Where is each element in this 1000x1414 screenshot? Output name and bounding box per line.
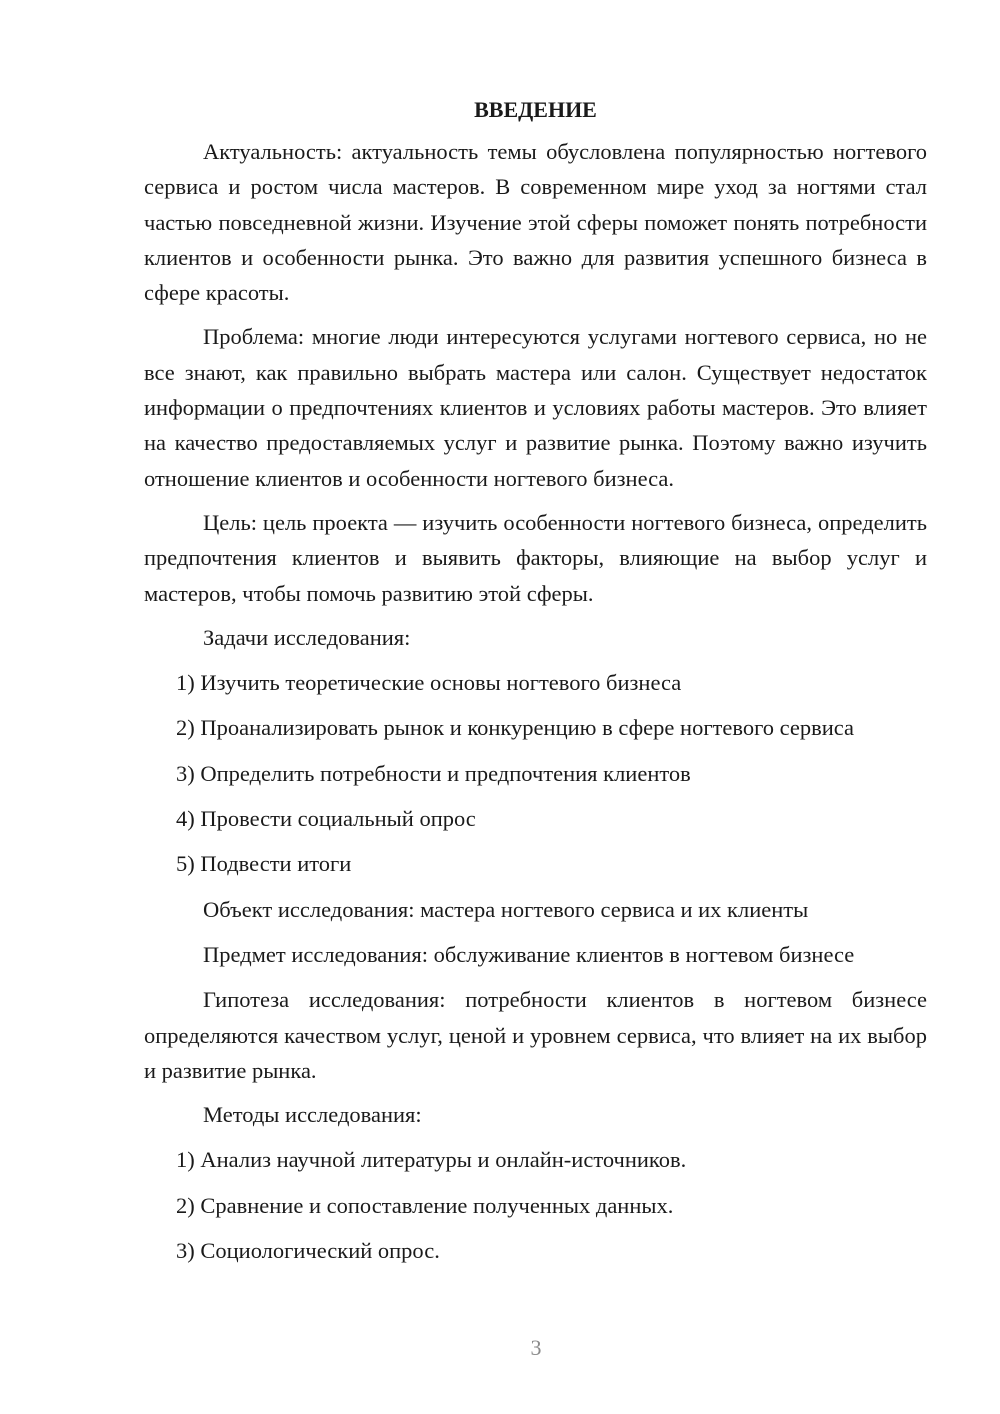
method-item: 2) Сравнение и сопоставление полученных данных. — [176, 1192, 674, 1218]
method-item: 3) Социологический опрос. — [176, 1238, 440, 1264]
page-number: 3 — [530, 1335, 542, 1360]
method-item: 1) Анализ научной литературы и онлайн-источников. — [176, 1147, 687, 1173]
research-object: Объект исследования: мастера ногтевого сервиса и их клиенты — [203, 896, 809, 922]
page-title: ВВЕДЕНИЕ — [474, 97, 597, 122]
research-subject: Предмет исследования: обслуживание клиентов в ногтевом бизнесе — [203, 941, 855, 967]
tasks-heading: Задачи исследования: — [203, 624, 411, 650]
paragraph-problem: Проблема: многие люди интересуются услугами ногтевого сервиса, но не все знают, как правильно выбрать мастера или салон. Существует недостаток информации о предпочтениях клиентов и условиях работы мастеров. Это влияет на качество предоставляемых услуг и развитие рынка. Поэтому важно изучить отношение клиентов и особенности ногтевого бизнеса. — [144, 324, 927, 491]
task-item: 3) Определить потребности и предпочтения клиентов — [176, 760, 691, 786]
paragraph-goal: Цель: цель проекта — изучить особенности ногтевого бизнеса, определить предпочтения клиентов и выявить факторы, влияющие на выбор услуг и мастеров, чтобы помочь развитию этой сферы. — [144, 509, 927, 606]
task-item: 4) Провести социальный опрос — [176, 806, 476, 832]
methods-heading: Методы исследования: — [203, 1102, 422, 1128]
task-item: 2) Проанализировать рынок и конкуренцию в сфере ногтевого сервиса — [176, 715, 855, 741]
paragraph-relevance: Актуальность: актуальность темы обусловлена популярностью ногтевого сервиса и ростом числа мастеров. В современном мире уход за ногтями стал частью повседневной жизни. Изучение этой сферы поможет понять потребности клиентов и особенности рынка. Это важно для развития успешного бизнеса в сфере красоты. — [144, 139, 927, 306]
document-page — [144, 92, 927, 1268]
paragraph-hypothesis: Гипотеза исследования: потребности клиентов в ногтевом бизнесе определяются качеством услуг, ценой и уровнем сервиса, что влияет на их выбор и развитие рынка. — [144, 987, 927, 1083]
task-item: 5) Подвести итоги — [176, 851, 352, 877]
task-item: 1) Изучить теоретические основы ногтевого бизнеса — [176, 670, 682, 696]
